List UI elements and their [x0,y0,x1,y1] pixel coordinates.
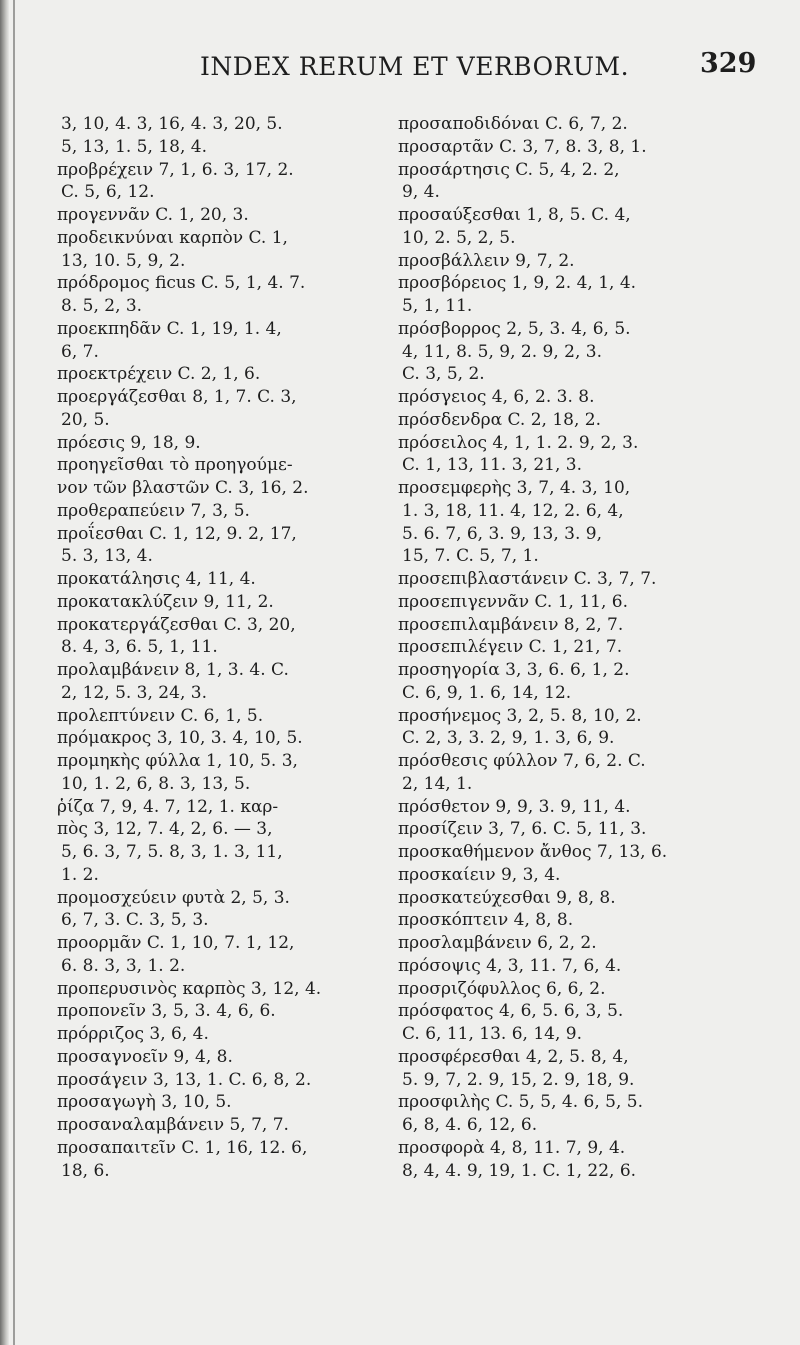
index-line: προπερυσινὸς καρπὸς 3, 12, 4. [57,978,322,999]
index-line: 10, 2. 5, 2, 5. [402,227,516,248]
index-line: 1. 2. [61,864,99,885]
running-header [0,48,800,88]
index-line: προκατεργάζεσθαι C. 3, 20, [57,614,296,635]
index-line: προσλαμβάνειν 6, 2, 2. [398,933,597,953]
running-title: INDEX RERUM ET VERBORUM. [200,52,630,81]
index-line: προσεπιβλαστάνειν C. 3, 7, 7. [398,569,657,589]
index-line: πρόσοψις 4, 3, 11. 7, 6, 4. [398,955,622,976]
index-line: προσηγορία 3, 3, 6. 6, 1, 2. [398,660,630,680]
index-line: πὸς 3, 12, 7. 4, 2, 6. — 3, [57,819,273,840]
index-line: προσεπιγεννᾶν C. 1, 11, 6. [398,591,628,612]
index-line: 6, 8, 4. 6, 12, 6. [402,1115,538,1135]
index-line: 5. 9, 7, 2. 9, 15, 2. 9, 18, 9. [402,1069,635,1090]
index-line: προσκαθήμενον ἄνθος 7, 13, 6. [398,842,668,862]
index-line: 1. 3, 18, 11. 4, 12, 2. 6, 4, [402,500,624,521]
index-line: προηγεῖσθαι τὸ προηγούμε- [57,455,293,476]
index-line: προσβόρειος 1, 9, 2. 4, 1, 4. [398,273,637,294]
index-line: 8, 4, 4. 9, 19, 1. C. 1, 22, 6. [402,1160,637,1181]
index-line: προσφορὰ 4, 8, 11. 7, 9, 4. [398,1137,626,1158]
index-line: νον τῶν βλαστῶν C. 3, 16, 2. [57,478,309,498]
index-line: πρόμακρος 3, 10, 3. 4, 10, 5. [57,728,303,749]
index-line: πρόσδενδρα C. 2, 18, 2. [398,409,601,430]
index-line: 3, 10, 4. 3, 16, 4. 3, 20, 5. [61,114,283,134]
index-line: προσριζόφυλλος 6, 6, 2. [398,978,606,999]
index-line: 5. 6. 7, 6, 3. 9, 13, 3. 9, [402,523,603,544]
index-line: προγεννᾶν C. 1, 20, 3. [57,205,249,225]
index-line: προσαπαιτεῖν C. 1, 16, 12. 6, [57,1137,308,1158]
index-line: 2, 14, 1. [402,773,473,794]
index-line: C. 1, 13, 11. 3, 21, 3. [402,455,582,476]
index-line: πρόσφατος 4, 6, 5. 6, 3, 5. [398,1001,624,1022]
index-line: προσεπιλέγειν C. 1, 21, 7. [398,637,623,658]
index-line: προσαρτᾶν C. 3, 7, 8. 3, 8, 1. [398,136,647,157]
index-line: 13, 10. 5, 9, 2. [61,250,186,271]
index-line: προσκόπτειν 4, 8, 8. [398,910,574,931]
index-line: πρόσγειος 4, 6, 2. 3. 8. [398,387,595,407]
index-line: πρόρριζος 3, 6, 4. [57,1024,209,1044]
index-line: προκατακλύζειν 9, 11, 2. [57,591,274,612]
index-line: προλεπτύνειν C. 6, 1, 5. [57,705,264,726]
index-line: προσκατεύχεσθαι 9, 8, 8. [398,887,616,908]
index-line: 20, 5. [61,409,110,430]
index-column-right [398,113,743,1182]
index-line: προθεραπεύειν 7, 3, 5. [57,500,250,521]
index-line: 15, 7. C. 5, 7, 1. [402,546,539,567]
index-line: προεκτρέχειν C. 2, 1, 6. [57,364,261,385]
index-line: προΐεσθαι C. 1, 12, 9. 2, 17, [57,523,297,544]
binding-line [13,0,15,1345]
page-number: 329 [700,48,757,79]
index-column-left [57,113,382,1182]
index-line: προσαγνοεῖν 9, 4, 8. [57,1046,233,1067]
index-line: 9, 4. [402,182,440,203]
index-line: 4, 11, 8. 5, 9, 2. 9, 2, 3. [402,341,603,362]
index-line: προμηκὴς φύλλα 1, 10, 5. 3, [57,751,298,771]
index-line: C. 6, 11, 13. 6, 14, 9. [402,1024,582,1044]
index-line: 5, 1, 11. [402,296,473,316]
index-line: 5, 6. 3, 7, 5. 8, 3, 1. 3, 11, [61,842,283,862]
index-line: 6, 7, 3. C. 3, 5, 3. [61,910,209,931]
index-line: 5, 13, 1. 5, 18, 4. [61,136,207,157]
index-line: προσάγειν 3, 13, 1. C. 6, 8, 2. [57,1069,312,1090]
index-line: πρόσθετον 9, 9, 3. 9, 11, 4. [398,796,631,817]
index-line: C. 3, 5, 2. [402,364,485,385]
index-line: προσαγωγὴ 3, 10, 5. [57,1092,232,1113]
index-line: προμοσχεύειν φυτὰ 2, 5, 3. [57,887,290,908]
index-line: πρόσβορρος 2, 5, 3. 4, 6, 5. [398,318,631,339]
index-line: προσαύξεσθαι 1, 8, 5. C. 4, [398,205,631,225]
index-line: προορμᾶν C. 1, 10, 7. 1, 12, [57,933,295,953]
index-line: πρόδρομος ficus C. 5, 1, 4. 7. [57,273,306,294]
index-line: C. 6, 9, 1. 6, 14, 12. [402,682,572,703]
index-line: 5. 3, 13, 4. [61,546,153,567]
index-line: προσαποδιδόναι C. 6, 7, 2. [398,114,628,134]
index-line: προδεικνύναι καρπὸν C. 1, [57,227,288,248]
page-edge [0,0,9,1345]
index-line: πρόεσις 9, 18, 9. [57,432,201,453]
index-line: πρόσειλος 4, 1, 1. 2. 9, 2, 3. [398,432,639,453]
index-line: 6, 7. [61,341,99,362]
index-line: προσφέρεσθαι 4, 2, 5. 8, 4, [398,1046,629,1067]
index-line: προκατάλησις 4, 11, 4. [57,569,256,589]
index-line: 2, 12, 5. 3, 24, 3. [61,682,207,703]
index-line: προσαναλαμβάνειν 5, 7, 7. [57,1115,289,1135]
index-line: προπονεῖν 3, 5, 3. 4, 6, 6. [57,1001,276,1022]
index-line: 6. 8. 3, 3, 1. 2. [61,955,186,976]
index-line: προβρέχειν 7, 1, 6. 3, 17, 2. [57,159,294,180]
index-line: προσίζειν 3, 7, 6. C. 5, 11, 3. [398,819,647,840]
index-line: προσφιλὴς C. 5, 5, 4. 6, 5, 5. [398,1092,644,1113]
index-line: 10, 1. 2, 6, 8. 3, 13, 5. [61,773,251,794]
index-line: προσβάλλειν 9, 7, 2. [398,250,575,271]
index-line: C. 2, 3, 3. 2, 9, 1. 3, 6, 9. [402,728,615,749]
index-line: προλαμβάνειν 8, 1, 3. 4. C. [57,660,289,680]
index-line: C. 5, 6, 12. [61,182,155,203]
index-line: προεργάζεσθαι 8, 1, 7. C. 3, [57,387,297,407]
index-line: 8. 5, 2, 3. [61,296,143,316]
index-line: 8. 4, 3, 6. 5, 1, 11. [61,637,218,658]
index-line: 18, 6. [61,1160,110,1181]
index-line: ῥίζα 7, 9, 4. 7, 12, 1. καρ- [57,796,279,817]
index-line: προσεμφερὴς 3, 7, 4. 3, 10, [398,478,631,498]
index-line: προσκαίειν 9, 3, 4. [398,864,561,885]
index-line: προσεπιλαμβάνειν 8, 2, 7. [398,614,624,635]
index-line: προσήνεμος 3, 2, 5. 8, 10, 2. [398,705,642,726]
index-line: προσάρτησις C. 5, 4, 2. 2, [398,159,620,180]
index-line: προεκπηδᾶν C. 1, 19, 1. 4, [57,318,282,339]
index-line: πρόσθεσις φύλλον 7, 6, 2. C. [398,751,646,771]
